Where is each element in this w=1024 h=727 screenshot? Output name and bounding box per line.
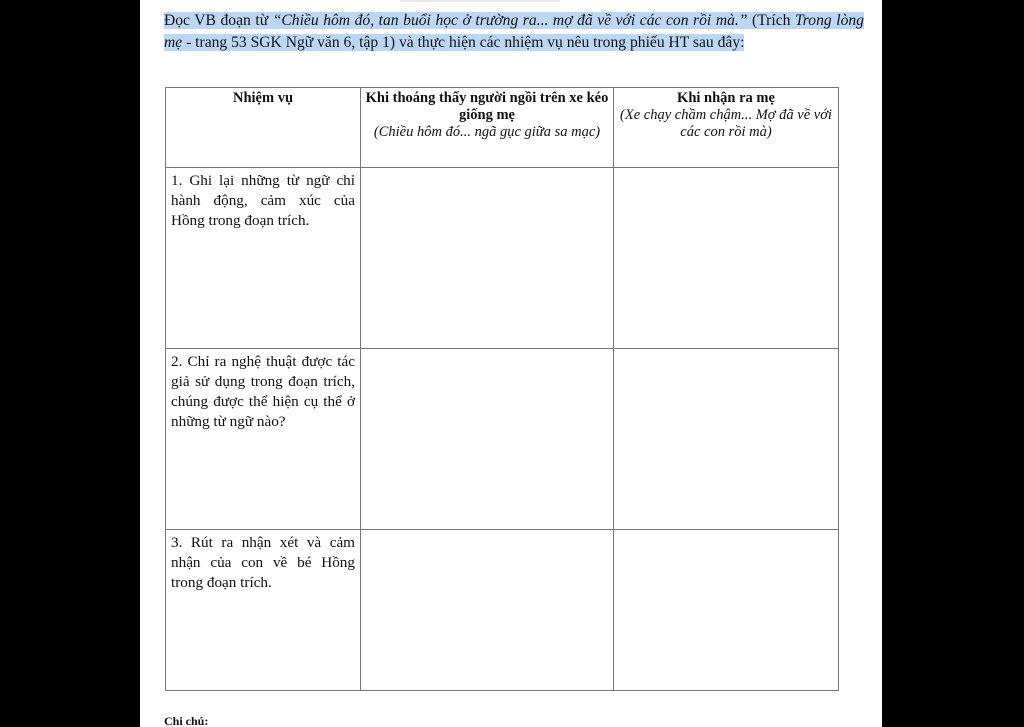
table-row — [166, 349, 839, 530]
answer-cell-glimpse[interactable] — [361, 530, 614, 691]
answer-cell-recognize[interactable] — [614, 168, 839, 349]
header-subtitle: (Chiều hôm đó... ngã gục giữa sa mạc) — [373, 124, 601, 140]
answer-cell-recognize[interactable] — [614, 530, 839, 691]
header-title: Khi nhận ra mẹ — [677, 90, 775, 106]
answer-cell-glimpse[interactable] — [361, 168, 614, 349]
answer-cell-recognize[interactable] — [614, 349, 839, 530]
top-decoration — [400, 0, 560, 2]
intro-source: Trong lòng mẹ — [164, 12, 864, 51]
header-title: Khi thoáng thấy người ngồi trên xe kéo giống mẹ — [365, 90, 609, 123]
task-cell: 2. Chỉ ra nghệ thuật được tác giả sử dụng trong đoạn trích, chúng được thể hiện cụ thể ở những từ ngữ nào? — [166, 349, 361, 530]
header-glimpse — [361, 88, 614, 168]
intro-text-2: (Trích — [747, 12, 795, 29]
table-row — [166, 168, 839, 349]
header-title: Nhiệm vụ — [232, 90, 294, 106]
header-recognize — [614, 88, 839, 168]
intro-paragraph — [164, 10, 864, 54]
task-table — [165, 87, 839, 691]
intro-text: Đọc VB đoạn từ — [164, 12, 273, 29]
task-cell: 3. Rút ra nhận xét và cảm nhận của con về bé Hồng trong đoạn trích. — [166, 530, 361, 691]
intro-text-3: - trang 53 SGK Ngữ văn 6, tập 1) và thực hiện các nhiệm vụ nêu trong phiếu HT sau đây: — [182, 34, 745, 51]
footer-note: Chi chú: — [164, 714, 209, 727]
document-page — [140, 0, 882, 727]
intro-quote: “Chiều hôm đó, tan buổi học ở trường ra... mợ đã về với các con rồi mà.” — [272, 12, 748, 29]
table-header-row — [166, 88, 839, 168]
answer-cell-glimpse[interactable] — [361, 349, 614, 530]
header-subtitle: (Xe chạy chầm chậm... Mợ đã về với các con rồi mà) — [620, 107, 832, 140]
task-cell: 1. Ghi lại những từ ngữ chỉ hành động, cảm xúc của Hồng trong đoạn trích. — [166, 168, 361, 349]
table-row — [166, 530, 839, 691]
header-task — [166, 88, 361, 168]
